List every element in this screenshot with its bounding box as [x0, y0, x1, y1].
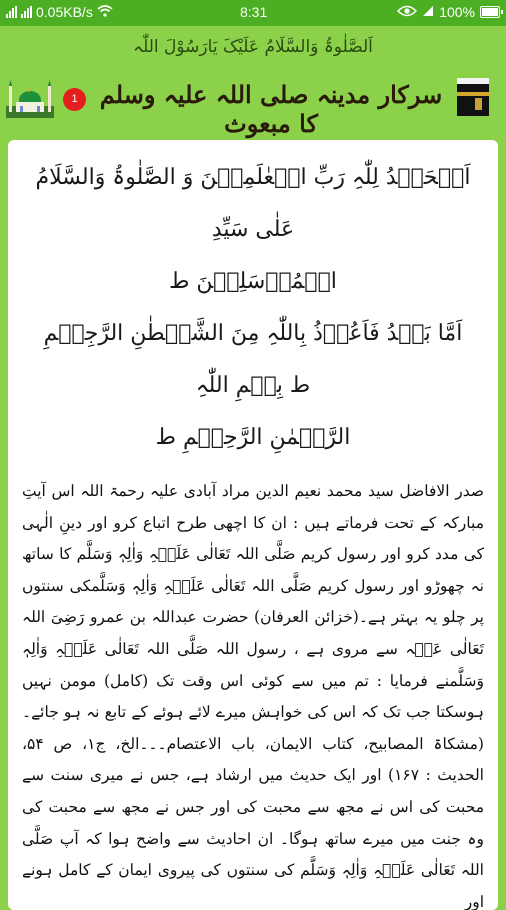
battery-icon: [480, 6, 500, 18]
battery-percent: 100%: [439, 4, 475, 20]
dua-line: الرَّحۡمٰنِ الرَّحِیۡمِ ط: [155, 425, 351, 450]
dua-line: الۡمُرۡسَلِیۡنَ ط: [169, 269, 337, 294]
status-right: [397, 4, 500, 20]
dua-line: اَمَّا بَعۡدُ فَاَعُوۡذُ بِاللّٰہِ مِنَ الشَّیۡطٰنِ الرَّجِیۡمِ ط بِسۡمِ اللّٰہِ: [43, 321, 463, 398]
chapter-title: سرکار مدینہ صلی اللہ علیہ وسلم کا مبعوث: [99, 80, 443, 138]
notification-badge[interactable]: 1: [63, 88, 86, 111]
content-card: [8, 140, 498, 910]
body-text: صدر الافاضل سید محمد نعیم الدین مراد آبادی علیہ رحمۃ اللہ اس آیتِ مبارکہ کے تحت فرماتے ہیں : ان کا اچھی طرح اتباع کرو اور دینِ الٰہی کی مدد کرو اور رسول کریم صَلَّی اللہ تَعَالٰی عَلَیۡہِ وَاٰلِہٖ وَسَلَّم کا ساتھ نہ چھوڑو اور رسول کریم صَلَّی اللہ تَعَالٰی عَلَیۡہِ وَاٰلِہٖ وَسَلَّمکی سنتوں پر چلو یہ بہتر ہے۔(خزائن العرفان) حضرت عبداللہ بن عمرو رَضِیَ اللہ تَعَالٰی عَنۡہ سے مروی ہے ، رسول اللہ صَلَّی اللہ تَعَالٰی عَلَیۡہِ وَاٰلِہٖ وَسَلَّمنے فرمایا : تم میں سے کوئی اس وقت تک (کامل) مومن نہیں ہوسکتا جب تک کہ اس کی خواہش میرے لائے ہوئے کے تابع نہ ہو جائے۔ (مشکاۃ المصابیح، کتاب الایمان، باب الاعتصام۔۔۔الخ، ج۱، ص ۵۴، الحدیث : ۱۶۷) اور ایک حدیث میں ارشاد ہے، جس نے میری سنت سے محبت کی اس نے مجھ سے محبت کی اور جس نے مجھ سے محبت کی وہ جنت میں میرے ساتھ ہوگا۔ ان احادیث سے واضح ہوا کہ آپ صَلَّی اللہ تَعَالٰی عَلَیۡہِ وَاٰلِہٖ وَسَلَّم کی سنتوں کی پیروی ایمان کے کامل ہونے اور: [22, 482, 484, 910]
sim-icon: [422, 4, 434, 20]
opening-dua: [8, 140, 498, 464]
status-bar: [0, 0, 506, 26]
network-speed: 0.05KB/s: [36, 4, 93, 20]
dua-line: اَلۡحَمۡدُ لِلّٰہِ رَبِّ الۡعٰلَمِیۡنَ وَ الصَّلٰوۃُ وَالسَّلَامُ عَلٰی سَیِّدِ: [35, 165, 471, 242]
signal-2-icon: [21, 6, 32, 18]
mosque-icon[interactable]: [6, 78, 54, 118]
eye-icon: [397, 4, 417, 20]
status-time: 8:31: [240, 4, 268, 20]
signal-icon: [6, 6, 17, 18]
title-bar: [0, 26, 506, 140]
wifi-icon: [97, 4, 113, 20]
status-left: [6, 4, 113, 20]
salutation-text: اَلصَّلٰوۃُ وَالسَّلَامُ عَلَیْکَ یَارَسُوْلَ اللّٰہ: [133, 37, 373, 57]
kaaba-icon[interactable]: [457, 78, 489, 116]
